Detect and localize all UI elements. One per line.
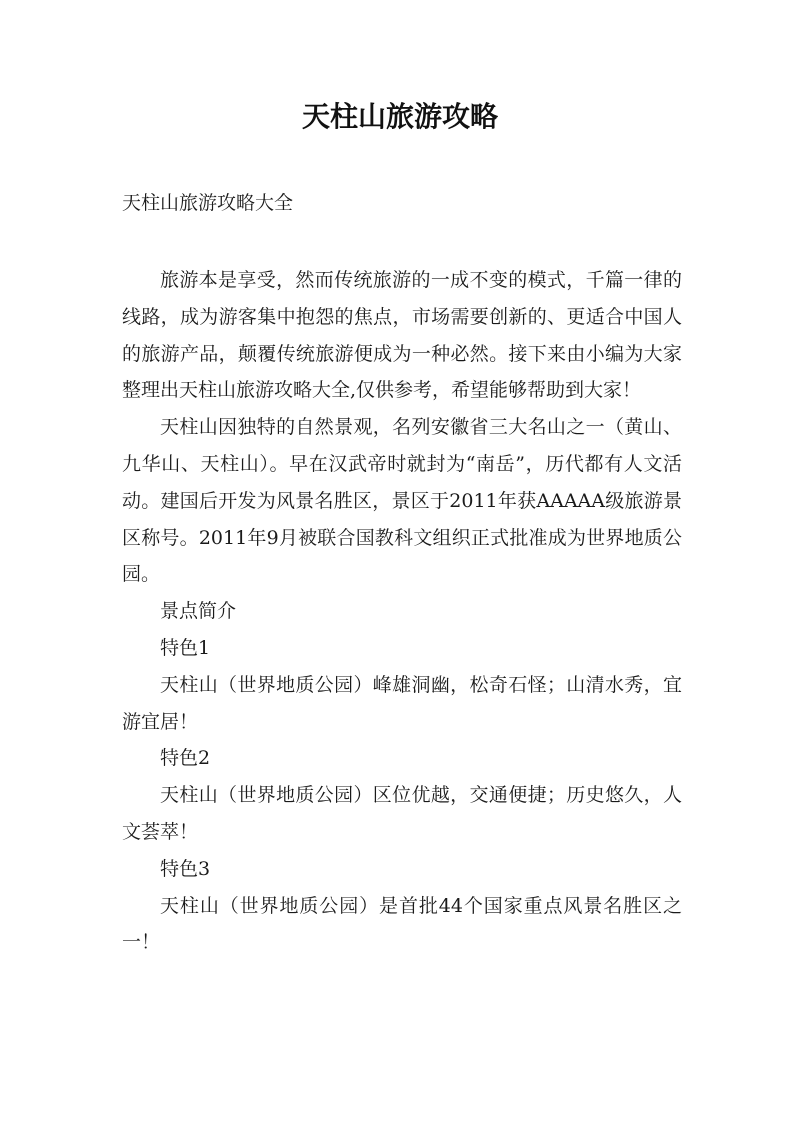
feature-text-3: 天柱山（世界地质公园）是首批44个国家重点风景名胜区之一！ <box>122 894 682 954</box>
feature-label-3: 特色3 <box>160 857 211 880</box>
feature-label-2: 特色2 <box>160 747 211 770</box>
paragraph-intro: 旅游本是享受，然而传统旅游的一成不变的模式，千篇一律的线路，成为游客集中抱怨的焦点，市场需要创新的、更适合中国人的旅游产品，颠覆传统旅游便成为一种必然。接下来由小编为大家整理出天柱山旅游攻略大全,仅供参考，希望能够帮助到大家！ <box>122 269 682 402</box>
document-body <box>122 262 682 961</box>
page-title: 天柱山旅游攻略 <box>301 100 498 133</box>
feature-text-2: 天柱山（世界地质公园）区位优越，交通便捷；历史悠久，人文荟萃！ <box>122 784 682 843</box>
feature-text-1: 天柱山（世界地质公园）峰雄洞幽，松奇石怪；山清水秀，宜游宜居！ <box>122 673 682 733</box>
feature-label-1: 特色1 <box>160 636 211 659</box>
paragraph-overview: 天柱山因独特的自然景观，名列安徽省三大名山之一（黄山、九华山、天柱山）。早在汉武帝时就封为“南岳”，历代都有人文活动。建国后开发为风景名胜区，景区于2011年获AAAAA级旅游景区称号。2011年9月被联合国教科文组织正式批准成为世界地质公园。 <box>122 416 682 586</box>
document-subtitle: 天柱山旅游攻略大全 <box>122 192 294 214</box>
section-heading-attractions: 景点简介 <box>160 600 237 623</box>
